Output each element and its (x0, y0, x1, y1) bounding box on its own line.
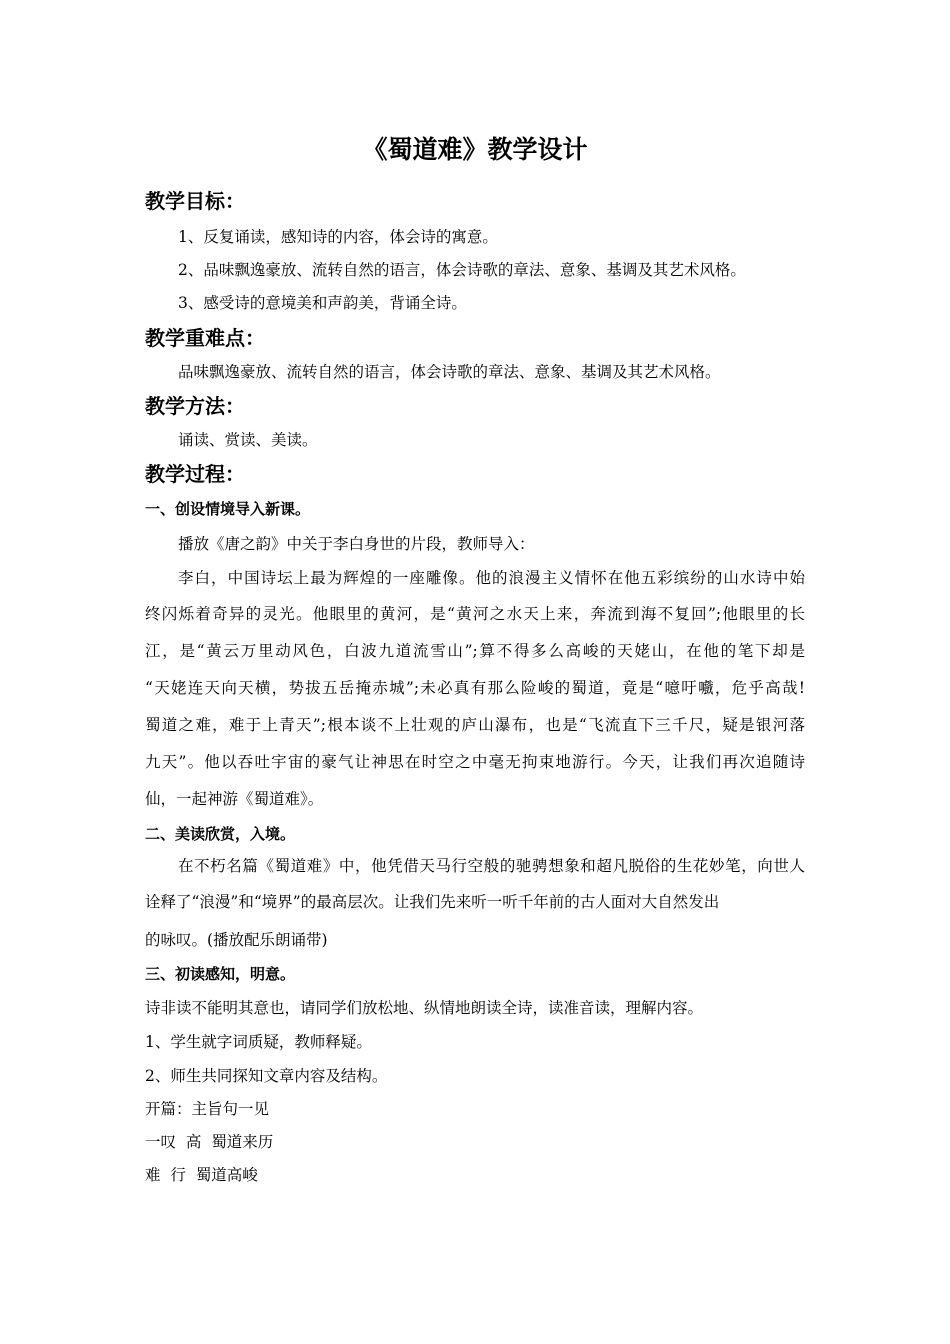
section1-paragraph-line: 李白，中国诗坛上最为辉煌的一座雕像。他的浪漫主义情怀在他五彩缤纷的山水诗中始 (178, 569, 805, 587)
document-title: 《蜀道难》教学设计 (362, 135, 588, 164)
section1-paragraph-line: 仙，一起神游《蜀道难》。 (145, 790, 324, 808)
section1-paragraph-line: 终闪烁着奇异的灵光。他眼里的黄河，是“黄河之水天上来，奔流到海不复回”;他眼里的长 (145, 605, 805, 623)
section2-paragraph-line: 在不朽名篇《蜀道难》中，他凭借天马行空般的驰骋想象和超凡脱俗的生花妙笔，向世人 (178, 857, 805, 875)
objectives-heading: 教学目标： (145, 189, 245, 213)
key-points-text: 品味飘逸豪放、流转自然的语言，体会诗歌的章法、意象、基调及其艺术风格。 (178, 363, 721, 381)
section3-line: 2、师生共同探知文章内容及结构。 (145, 1067, 388, 1085)
section1-paragraph-line: “天姥连天向天横，势拔五岳掩赤城”;未必真有那么险峻的蜀道，竟是“噫吁嚱，危乎高哉! (145, 679, 805, 697)
objective-item: 2、品味飘逸豪放、流转自然的语言，体会诗歌的章法、意象、基调及其艺术风格。 (178, 261, 746, 279)
objective-item: 3、感受诗的意境美和声韵美，背诵全诗。 (178, 294, 467, 312)
section3-line: 开篇：主旨句一见 (145, 1100, 270, 1118)
section2-paragraph-line: 诠释了“浪漫”和“境界”的最高层次。让我们先来听一听千年前的古人面对大自然发出 (145, 893, 720, 911)
section3-line: 诗非读不能明其意也，请同学们放松地、纵情地朗读全诗，读准音读，理解内容。 (145, 999, 704, 1017)
section1-title: 一、创设情境导入新课。 (145, 500, 311, 518)
section1-paragraph-line: 蜀道之难，难于上青天”;根本谈不上壮观的庐山瀑布，也是“飞流直下三千尺，疑是银河落 (145, 716, 805, 734)
section2-paragraph-line: 的咏叹。(播放配乐朗诵带) (145, 931, 328, 949)
section3-line: 难 行 蜀道高峻 (145, 1166, 258, 1184)
methods-heading: 教学方法： (145, 394, 245, 418)
section3-line: 1、学生就字词质疑，教师释疑。 (145, 1033, 372, 1051)
section1-paragraph-line: 江，是“黄云万里动风色，白波九道流雪山”;算不得多么高峻的天姥山，在他的笔下却是 (145, 642, 805, 660)
objective-item: 1、反复诵读，感知诗的内容，体会诗的寓意。 (178, 228, 498, 246)
section1-paragraph-line: 九天”。他以吞吐宇宙的豪气让神思在时空之中毫无拘束地游行。今天，让我们再次追随诗 (145, 753, 805, 771)
methods-text: 诵读、赏读、美读。 (178, 431, 318, 449)
section3-line: 一叹 高 蜀道来历 (145, 1133, 274, 1151)
section2-title: 二、美读欣赏，入境。 (145, 825, 296, 843)
key-points-heading: 教学重难点： (145, 326, 265, 350)
section3-title: 三、初读感知，明意。 (145, 965, 296, 983)
section1-intro: 播放《唐之韵》中关于李白身世的片段，教师导入： (178, 535, 535, 553)
process-heading: 教学过程： (145, 462, 245, 486)
